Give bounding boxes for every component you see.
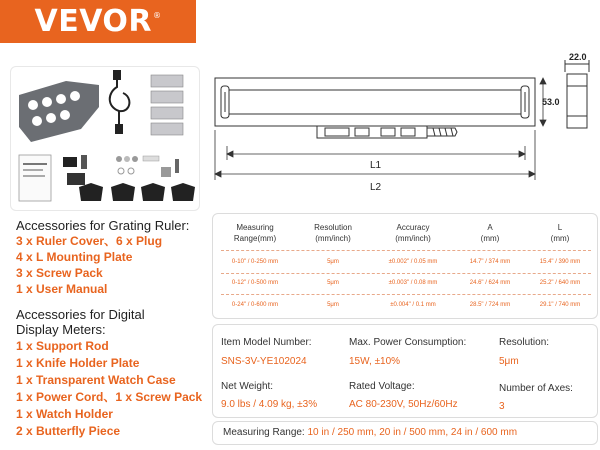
header-measuring-range [217,222,293,244]
cell-range: 0-24" / 0-600 mm [231,302,279,308]
row-divider [221,250,591,251]
header-line: (mm/inch) [315,234,351,243]
l-mounting-plates [151,75,183,135]
cell-resolution: 5μm [327,259,339,265]
display-accessories-title-line2: Display Meters: [16,322,106,337]
power-value: 15W, ±10% [349,356,401,367]
power-cord [110,71,130,133]
cell-range: 0-10" / 0-250 mm [231,259,279,265]
ruler-accessory-item: 1 x User Manual [16,282,108,296]
voltage-value: AC 80-230V, 50Hz/60Hz [349,399,458,410]
header-line: (mm) [550,234,570,243]
header-a [457,222,523,244]
header-line: (mm/inch) [395,234,431,243]
grating-ruler-accessories-title: Accessories for Grating Ruler: [16,218,190,233]
header-resolution [297,222,369,244]
accessories-illustration [11,67,200,211]
header-line: Measuring [236,223,274,232]
ruler-body [215,78,535,126]
ruler-accessory-item: 3 x Screw Pack [16,266,103,280]
cell-accuracy: ±0.002" / 0.05 mm [388,259,438,265]
cell-resolution: 5μm [327,302,339,308]
range-value: 10 in / 250 mm, 20 in / 500 mm, 24 in / 600 mm [307,427,518,438]
brand-name: VEVOR [34,4,152,39]
dim-height-label: 53.0 [542,97,560,107]
axes-label: Number of Axes: [499,383,573,394]
cell-range: 0-12" / 0-500 mm [231,280,279,286]
specification-table [212,213,598,319]
small-parts [63,155,179,185]
cell-a: 14.7" / 374 mm [469,259,511,265]
header-line: (mm) [480,234,500,243]
weight-label: Net Weight: [221,381,274,392]
display-accessory-item: 1 x Support Rod [16,339,109,353]
dim-l1-label: L1 [370,160,382,171]
reader-head [317,126,457,138]
cell-a: 28.5" / 724 mm [469,302,511,308]
cell-resolution: 5μm [327,280,339,286]
cell-a: 24.6" / 624 mm [469,280,511,286]
side-profile [565,60,589,128]
cell-l: 29.1" / 740 mm [539,302,581,308]
measuring-range-line [223,427,517,438]
ruler-drawing [205,50,600,210]
header-line: L [557,223,563,232]
vevor-logo [0,0,196,43]
ruler-accessory-item: 4 x L Mounting Plate [16,250,133,264]
model-label: Item Model Number: [221,337,312,348]
display-accessory-item: 1 x Knife Holder Plate [16,356,140,370]
weight-value: 9.0 lbs / 4.09 kg, ±3% [221,399,318,410]
ruler-dimension-diagram [205,50,600,210]
model-value: SNS-3V-YE102024 [221,356,307,367]
cell-accuracy: ±0.003" / 0.08 mm [388,280,438,286]
axes-value: 3 [499,401,505,412]
resolution-value: 5μm [499,356,519,367]
row-divider [221,273,591,274]
display-accessories-title-line1: Accessories for Digital [16,307,145,322]
header-line: A [487,223,493,232]
dim-width-label: 22.0 [569,52,587,62]
specifications-panel [212,324,598,418]
header-line: Resolution [314,223,352,232]
accessories-image [10,66,200,211]
header-l [525,222,595,244]
butterfly-pieces [79,183,195,201]
display-accessory-item: 1 x Watch Holder [16,407,113,421]
row-divider [221,294,591,295]
measuring-range-panel [212,421,598,445]
cell-l: 25.2" / 640 mm [539,280,581,286]
range-label: Measuring Range: [223,427,305,438]
cell-l: 15.4" / 390 mm [539,259,581,265]
display-accessory-item: 2 x Butterfly Piece [16,424,121,438]
header-line: Accuracy [396,223,430,232]
resolution-label: Resolution: [499,337,550,348]
power-label: Max. Power Consumption: [349,337,467,348]
ruler-accessory-item: 3 x Ruler Cover、6 x Plug [16,234,163,248]
user-manual [19,155,51,201]
dim-l2-label: L2 [370,182,382,193]
voltage-label: Rated Voltage: [349,381,415,392]
header-accuracy [373,222,453,244]
display-accessory-item: 1 x Transparent Watch Case [16,373,176,387]
registered-mark: ® [153,11,162,20]
header-line: Range(mm) [233,234,277,243]
cell-accuracy: ±0.004" / 0.1 mm [390,302,436,308]
display-accessory-item: 1 x Power Cord、1 x Screw Pack [16,390,203,404]
ruler-cover-plate [19,81,99,142]
